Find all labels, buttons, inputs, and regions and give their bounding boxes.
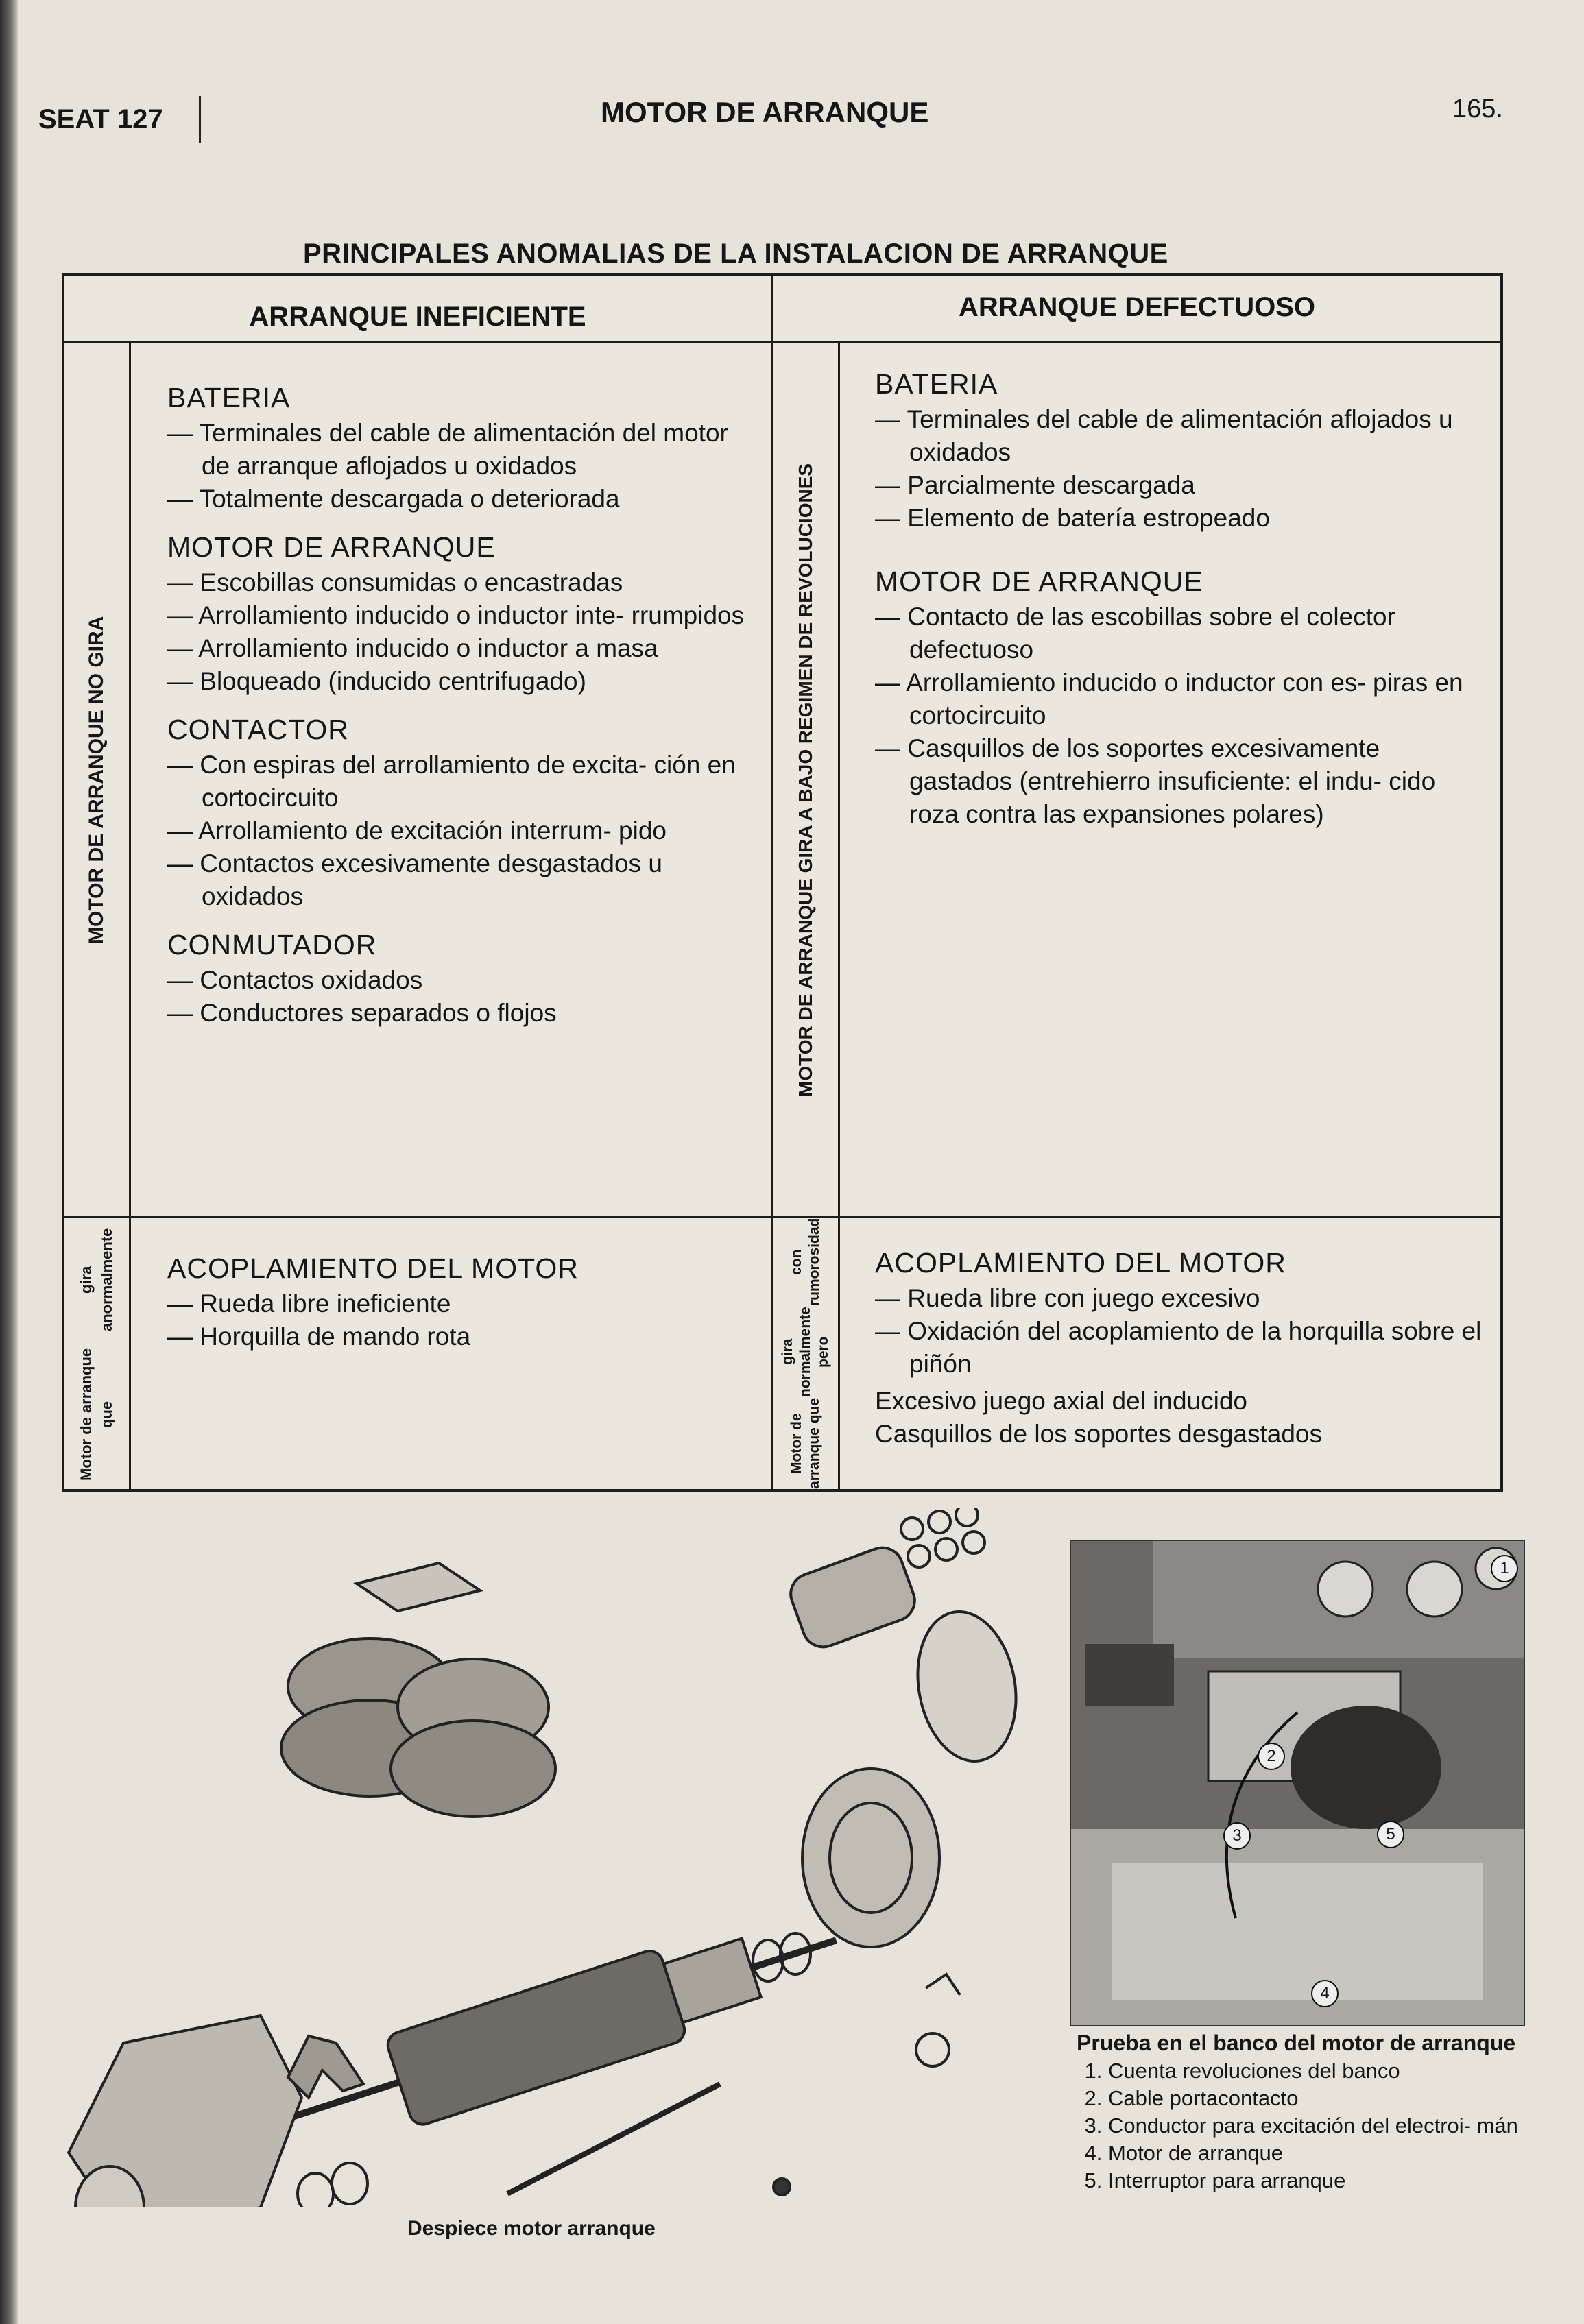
exploded-figure-caption: Despiece motor arranque	[407, 2217, 656, 2240]
page-number: 165.	[1452, 95, 1503, 123]
legend-item: 1. Cuenta revoluciones del banco	[1108, 2057, 1557, 2085]
list-item: — Arrollamiento de excitación interrum- pido	[167, 814, 757, 847]
legend-item: 5. Interruptor para arranque	[1108, 2167, 1557, 2194]
list-item: — Oxidación del acoplamiento de la horquilla sobre el piñón	[875, 1315, 1485, 1381]
header-book-title: SEAT 127	[38, 104, 163, 134]
armature	[274, 1895, 851, 2164]
callout-2: 2	[1258, 1743, 1285, 1770]
list-item: — Escobillas consumidas o encastradas	[167, 566, 757, 599]
extra-note: Excesivo juego axial del inducido	[875, 1387, 1248, 1415]
callout-3: 3	[1223, 1822, 1251, 1850]
cell-ineficiente-acoplamiento	[167, 1249, 757, 1366]
legend-item: 3. Conductor para excitación del electroi- mán	[1108, 2112, 1557, 2140]
row-label-rumorosidad: Motor de arranque que gira normalmente pero con rumorosidad	[780, 1218, 831, 1489]
header-divider	[199, 96, 201, 143]
cell-defectuoso-bajo-regimen	[875, 365, 1485, 843]
list-item: — Rueda libre ineficiente	[167, 1287, 757, 1320]
end-housing	[802, 1769, 939, 1947]
clamp-band	[907, 1604, 1027, 1769]
section-title-acoplamiento: ACOPLAMIENTO DEL MOTOR	[875, 1247, 1286, 1279]
list-item: — Conductores separados o flojos	[167, 997, 757, 1030]
book-binding-shadow	[0, 0, 18, 2324]
left-label-divider	[129, 341, 131, 1489]
section-title-acoplamiento: ACOPLAMIENTO DEL MOTOR	[167, 1252, 579, 1284]
test-bench-drawing	[1071, 1541, 1524, 2025]
legend-item: 2. Cable portacontacto	[1108, 2085, 1557, 2112]
through-bolt	[507, 2084, 720, 2194]
list-item: — Totalmente descargada o deteriorada	[167, 483, 757, 516]
list-item: — Arrollamiento inducido o inductor inte- rrumpidos	[167, 599, 757, 632]
section-title-motor: MOTOR DE ARRANQUE	[167, 531, 496, 563]
section-title-conmutador: CONMUTADOR	[167, 929, 377, 960]
page-title: MOTOR DE ARRANQUE	[601, 96, 929, 128]
legend-item: 4. Motor de arranque	[1108, 2140, 1557, 2167]
list-item: — Arrollamiento inducido o inductor con es- piras en cortocircuito	[875, 666, 1485, 732]
list-item: — Terminales del cable de alimentación aflojados u oxidados	[875, 403, 1485, 469]
table-caption: PRINCIPALES ANOMALIAS DE LA INSTALACION DE ARRANQUE	[303, 239, 1168, 269]
callout-4: 4	[1311, 1980, 1339, 2007]
list-item: — Parcialmente descargada	[875, 469, 1485, 502]
section-title-bateria: BATERIA	[167, 382, 291, 413]
row-label-bajo-regimen: MOTOR DE ARRANQUE GIRA A BAJO REGIMEN DE REVOLUCIONES	[795, 463, 816, 1097]
section-title-bateria: BATERIA	[875, 368, 998, 400]
anomalies-table	[62, 273, 1503, 1492]
test-bench-photo	[1070, 1540, 1525, 2026]
exploded-starter-illustration	[27, 1508, 1042, 2207]
row-label-no-gira: MOTOR DE ARRANQUE NO GIRA	[85, 616, 108, 944]
callout-1: 1	[1491, 1555, 1518, 1582]
list-item: — Terminales del cable de alimentación del motor de arranque aflojados u oxidados	[167, 417, 757, 483]
list-item: — Bloqueado (inducido centrifugado)	[167, 665, 757, 698]
extra-note: Casquillos de los soportes desgastados	[875, 1420, 1322, 1448]
list-item: — Casquillos de los soportes excesivamente gastados (entrehierro insuficiente: el indu- cido roza contra las expansiones polares)	[875, 732, 1485, 831]
list-item: — Rueda libre con juego excesivo	[875, 1282, 1485, 1315]
list-item: — Con espiras del arrollamiento de excita- ción en cortocircuito	[167, 749, 757, 814]
right-label-divider	[838, 341, 840, 1489]
list-item: — Contactos oxidados	[167, 964, 757, 997]
section-title-motor: MOTOR DE ARRANQUE	[875, 566, 1203, 597]
drive-end-housing	[69, 2016, 302, 2207]
cell-defectuoso-acoplamiento	[875, 1244, 1485, 1451]
photo-caption	[1077, 2029, 1557, 2194]
list-item: — Elemento de batería estropeado	[875, 502, 1485, 535]
list-item: — Arrollamiento inducido o inductor a masa	[167, 632, 757, 665]
row-label-gira-anormal: Motor de arranque que gira anormalmente	[77, 1228, 115, 1481]
photo-caption-title: Prueba en el banco del motor de arranque	[1077, 2031, 1516, 2055]
callout-5: 5	[1377, 1821, 1404, 1848]
list-item: — Contactos excesivamente desgastados u oxidados	[167, 847, 757, 913]
column-header-ineficiente: ARRANQUE INEFICIENTE	[249, 302, 586, 332]
section-title-contactor: CONTACTOR	[167, 714, 349, 745]
field-coils	[281, 1563, 555, 1817]
fork-lever	[288, 2036, 363, 2098]
list-item: — Horquilla de mando rota	[167, 1320, 757, 1353]
list-item: — Contacto de las escobillas sobre el colector defectuoso	[875, 601, 1485, 666]
cell-ineficiente-no-gira	[167, 378, 757, 1042]
column-header-defectuoso: ARRANQUE DEFECTUOSO	[958, 292, 1316, 322]
